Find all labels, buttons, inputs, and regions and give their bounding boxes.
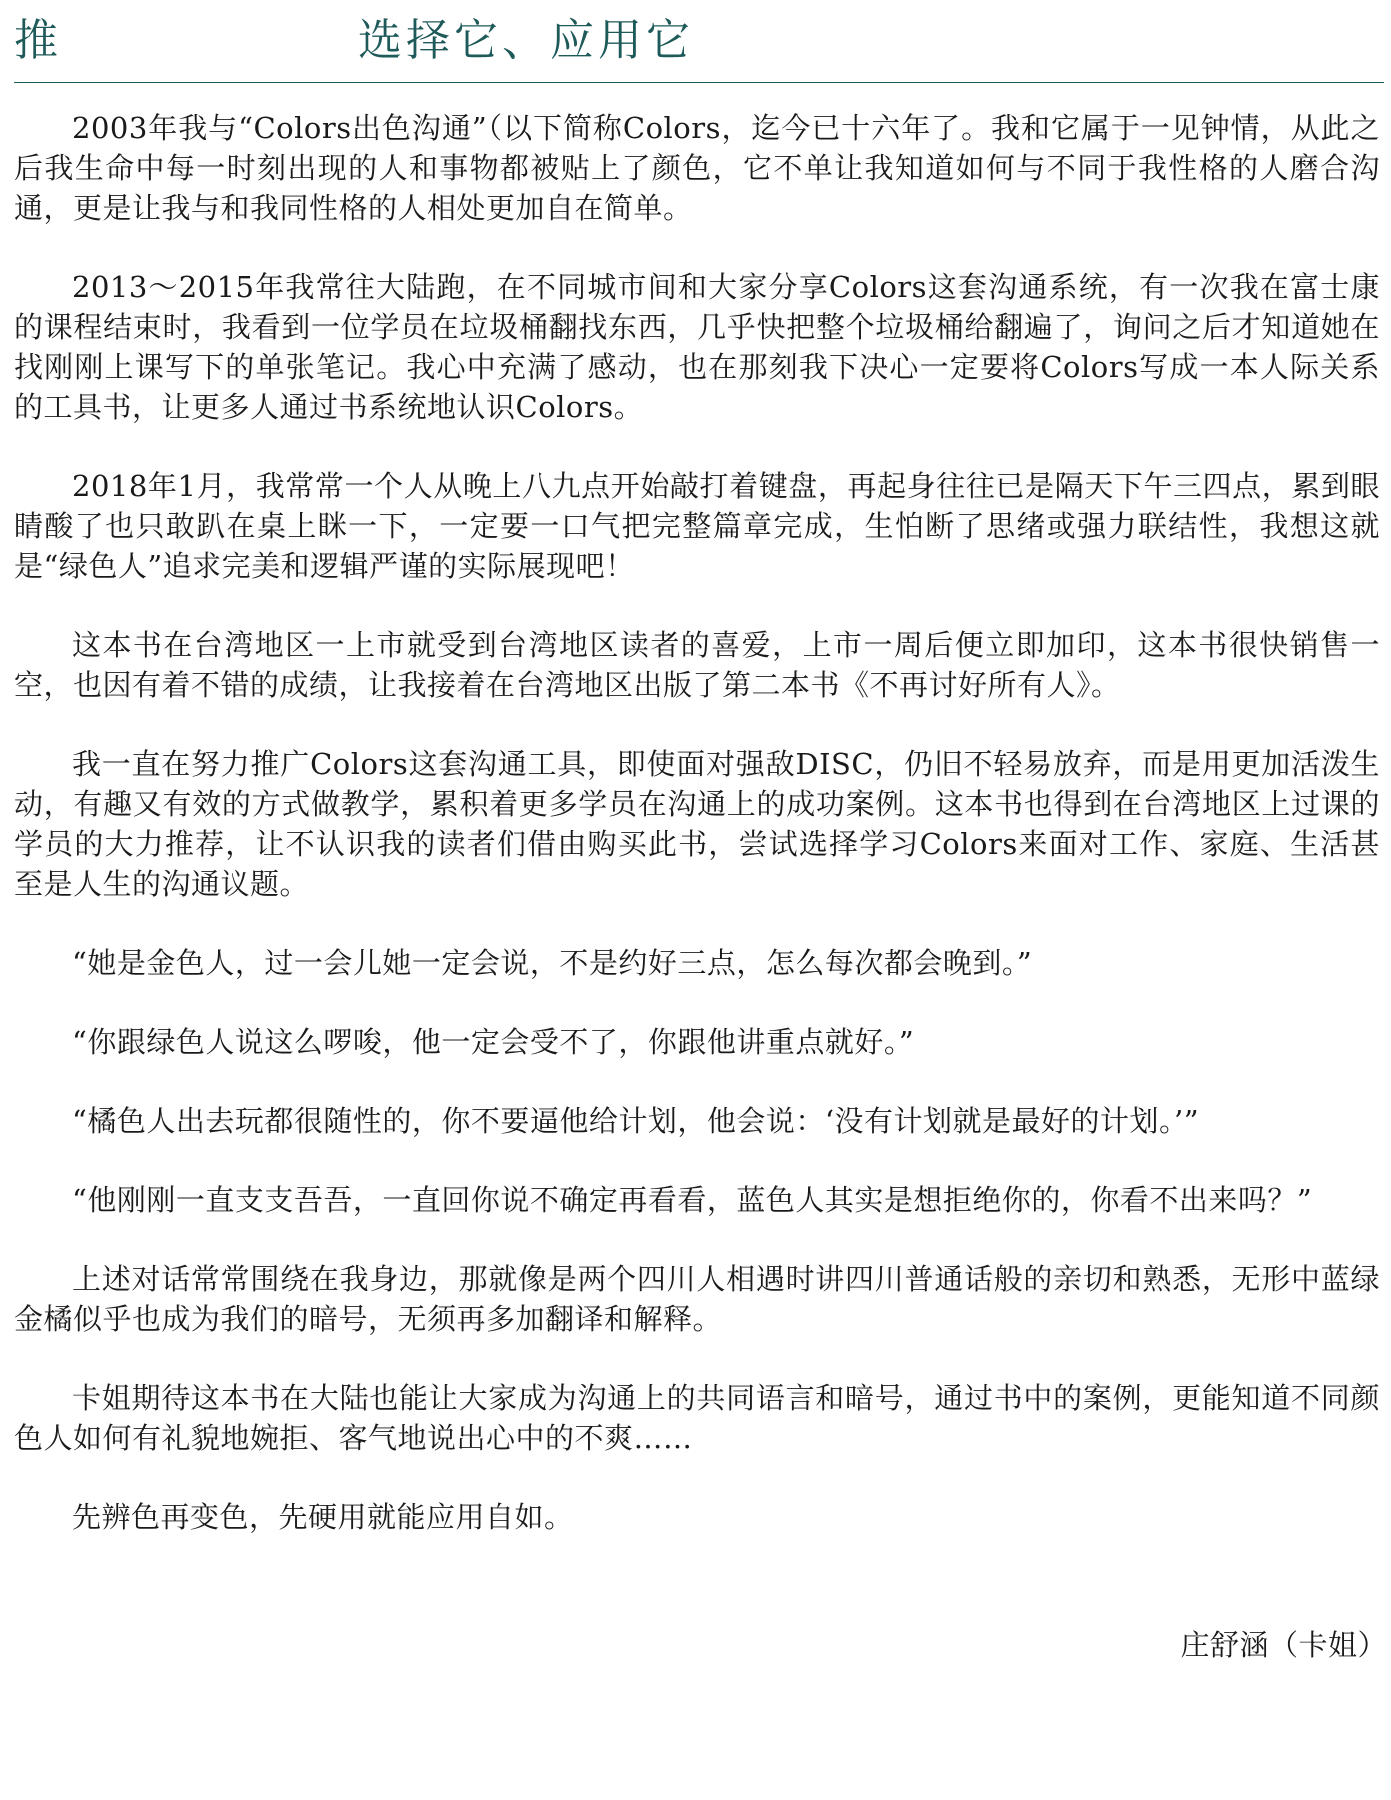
paragraph: 先辨色再变色，先硬用就能应用自如。	[72, 1500, 574, 1534]
paragraph: 这本书在台湾地区一上市就受到台湾地区读者的喜爱，上市一周后便立即加印，这本书很快销售一空，也因有着不错的成绩，让我接着在台湾地区出版了第二本书《不再讨好所有人》。	[14, 628, 1380, 702]
page-title: 选择它、应用它	[358, 15, 694, 66]
paragraph: 2013～2015年我常往大陆跑，在不同城市间和大家分享Colors这套沟通系统，有一次我在富士康的课程结束时，我看到一位学员在垃圾桶翻找东西，几乎快把整个垃圾桶给翻遍了，询问之后才知道她在找刚刚上课写下的单张笔记。我心中充满了感动，也在那刻我下决心一定要将Colors写成一本人际关系的工具书，让更多人通过书系统地认识Colors。	[14, 270, 1380, 424]
quote-paragraph: “她是金色人，过一会儿她一定会说，不是约好三点，怎么每次都会晚到。”	[72, 946, 1033, 980]
section-label: 推	[14, 15, 60, 66]
header-divider	[14, 82, 1384, 83]
paragraph: 卡姐期待这本书在大陆也能让大家成为沟通上的共同语言和暗号，通过书中的案例，更能知道不同颜色人如何有礼貌地婉拒、客气地说出心中的不爽……	[14, 1381, 1380, 1455]
paragraph: 2018年1月，我常常一个人从晚上八九点开始敲打着键盘，再起身往往已是隔天下午三四点，累到眼睛酸了也只敢趴在桌上眯一下，一定要一口气把完整篇章完成，生怕断了思绪或强力联结性，我想这就是“绿色人”追求完美和逻辑严谨的实际展现吧！	[14, 469, 1380, 583]
author-signature: 庄舒涵（卡姐）	[1180, 1628, 1387, 1662]
body-text	[14, 108, 1380, 1576]
quote-paragraph: “橘色人出去玩都很随性的，你不要逼他给计划，他会说：‘没有计划就是最好的计划。’”	[72, 1104, 1200, 1138]
paragraph: 上述对话常常围绕在我身边，那就像是两个四川人相遇时讲四川普通话般的亲切和熟悉，无形中蓝绿金橘似乎也成为我们的暗号，无须再多加翻译和解释。	[14, 1262, 1380, 1336]
quote-paragraph: “他刚刚一直支支吾吾，一直回你说不确定再看看，蓝色人其实是想拒绝你的，你看不出来吗？”	[72, 1183, 1313, 1217]
paragraph: 2003年我与“Colors出色沟通”（以下简称Colors，迄今已十六年了。我和它属于一见钟情，从此之后我生命中每一时刻出现的人和事物都被贴上了颜色，它不单让我知道如何与不同于我性格的人磨合沟通，更是让我与和我同性格的人相处更加自在简单。	[14, 111, 1380, 225]
quote-paragraph: “你跟绿色人说这么啰唆，他一定会受不了，你跟他讲重点就好。”	[72, 1025, 915, 1059]
paragraph: 我一直在努力推广Colors这套沟通工具，即使面对强敌DISC，仍旧不轻易放弃，而是用更加活泼生动，有趣又有效的方式做教学，累积着更多学员在沟通上的成功案例。这本书也得到在台湾地区上过课的学员的大力推荐，让不认识我的读者们借由购买此书，尝试选择学习Colors来面对工作、家庭、生活甚至是人生的沟通议题。	[14, 747, 1380, 901]
page-header	[14, 4, 1384, 82]
